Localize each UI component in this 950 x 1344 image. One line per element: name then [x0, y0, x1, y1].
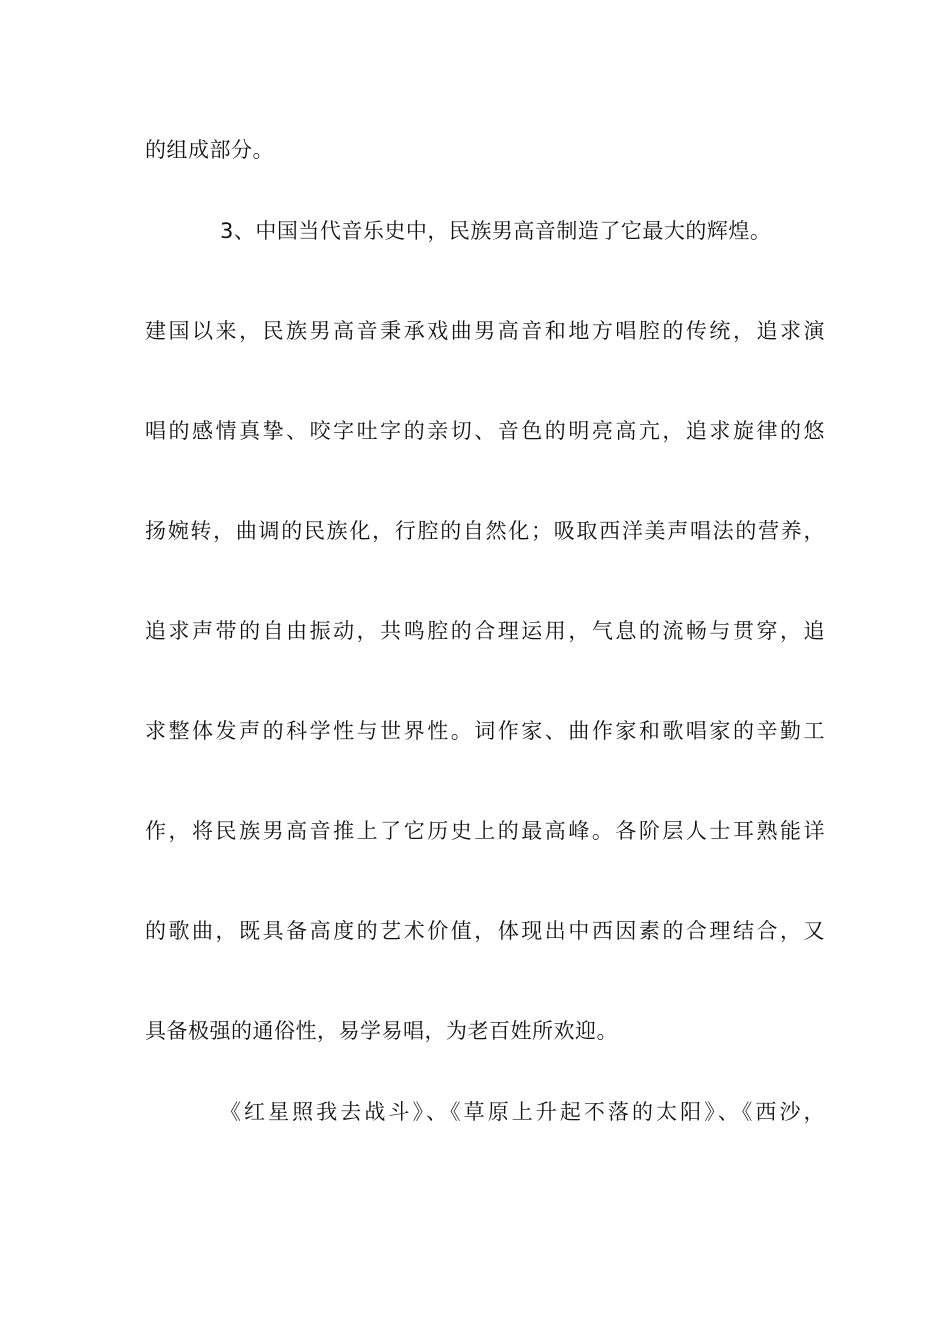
text-line: 作，将民族男高音推上了它历史上的最高峰。各阶层人士耳熟能详	[145, 819, 825, 843]
text-line: 扬婉转，曲调的民族化，行腔的自然化；吸取西洋美声唱法的营养，	[145, 519, 825, 543]
text-line: 的歌曲，既具备高度的艺术价值，体现出中西因素的合理结合，又	[145, 919, 825, 943]
text-line: 3、中国当代音乐史中，民族男高音制造了它最大的辉煌。	[220, 219, 772, 243]
text-line: 建国以来，民族男高音秉承戏曲男高音和地方唱腔的传统，追求演	[145, 319, 825, 343]
text-line: 追求声带的自由振动，共鸣腔的合理运用，气息的流畅与贯穿，追	[145, 619, 825, 643]
text-line: 求整体发声的科学性与世界性。词作家、曲作家和歌唱家的辛勤工	[145, 719, 825, 743]
text-line: 具备极强的通俗性，易学易唱，为老百姓所欢迎。	[145, 1019, 618, 1043]
text-line: 的组成部分。	[145, 138, 274, 162]
text-line: 唱的感情真挚、咬字吐字的亲切、音色的明亮高亢，追求旋律的悠	[145, 419, 825, 443]
text-line: 《红星照我去战斗》、《草原上升起不落的太阳》、《西沙，	[220, 1100, 825, 1124]
